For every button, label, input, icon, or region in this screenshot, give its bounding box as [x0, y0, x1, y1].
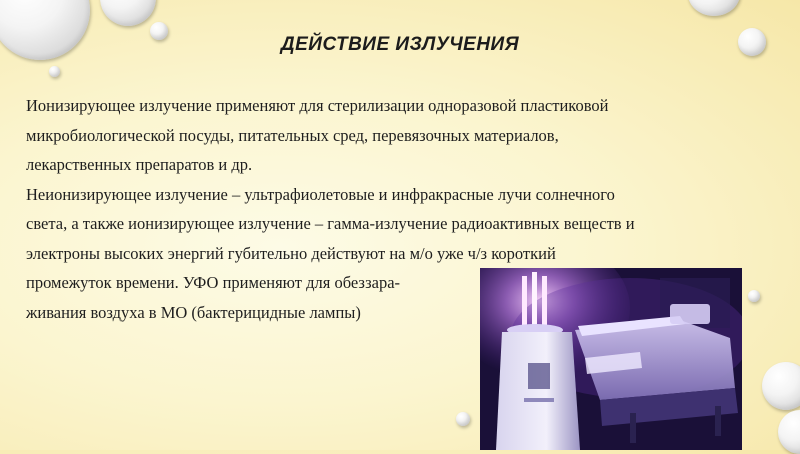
text-line: Ионизирующее излучение применяют для стерилизации одноразовой пластиковой: [26, 96, 609, 115]
text-line: электроны высоких энергий губительно действуют на м/о уже ч/з короткий: [26, 243, 556, 263]
uv-lamp-illustration: [480, 268, 742, 450]
decorative-bubble-large: [100, 0, 156, 26]
decorative-bubble-large: [778, 410, 800, 454]
decorative-bubble-small: [49, 66, 60, 77]
slide-title: ДЕЙСТВИЕ ИЗЛУЧЕНИЯ: [280, 34, 520, 55]
uv-lamp-photo: [480, 268, 742, 450]
text-line: живания воздуха в МО (бактерицидные лампы): [26, 302, 361, 322]
decorative-bubble-large: [688, 0, 740, 16]
text-line: света, а также ионизирующее излучение – гамма-излучение радиоактивных веществ и: [26, 214, 635, 233]
text-line: микробиологической посуды, питательных сред, перевязочных материалов,: [26, 125, 559, 145]
text-line: лекарственных препаратов и др.: [26, 155, 253, 174]
text-line: Неионизирующее излучение – ультрафиолетовые и инфракрасные лучи солнечного: [26, 184, 615, 204]
decorative-bubble-small: [456, 412, 470, 426]
decorative-bubble-large: [762, 362, 800, 410]
text-line: промежуток времени. УФО применяют для обеззара-: [26, 273, 401, 292]
